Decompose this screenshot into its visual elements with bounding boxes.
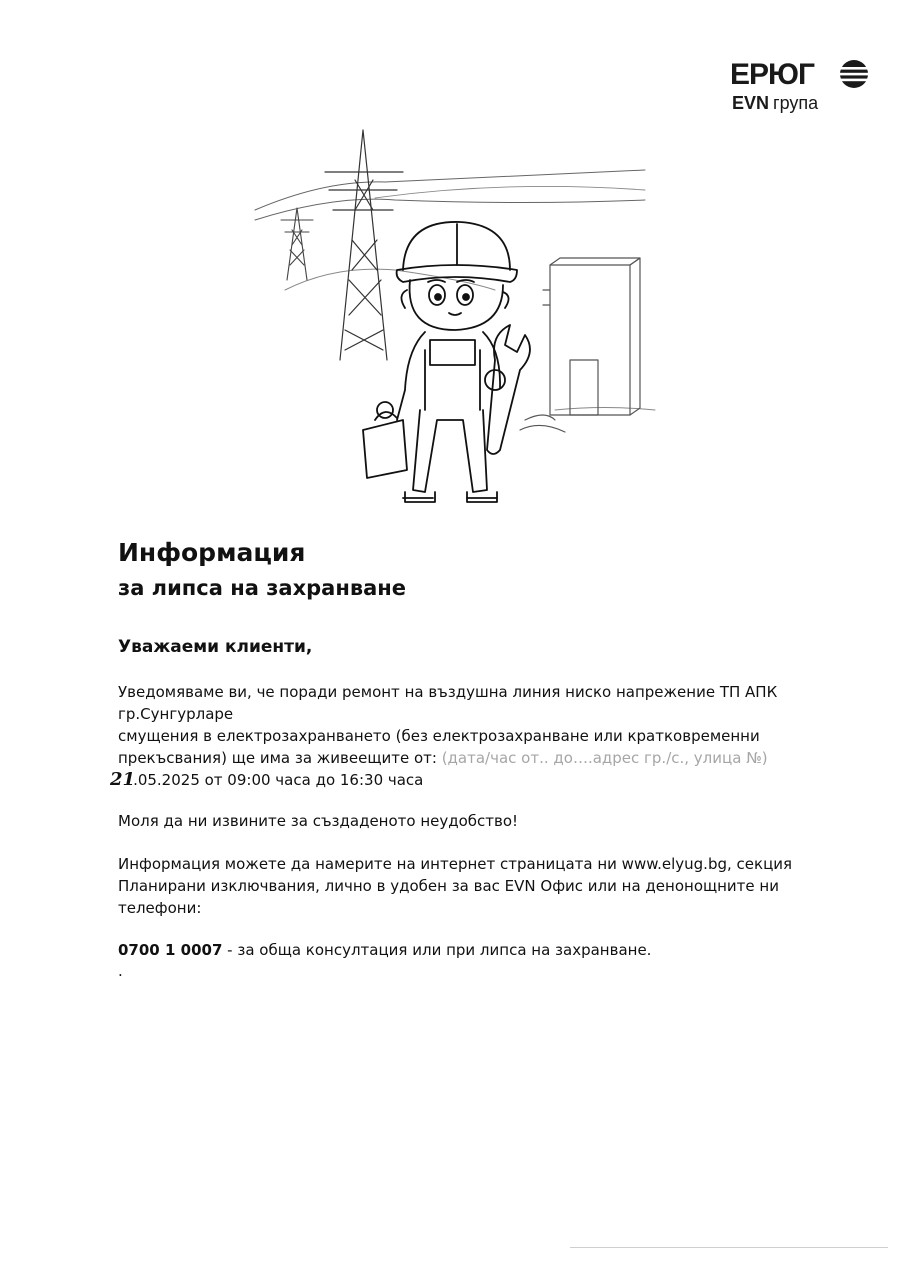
template-hint: (дата/час от.. до….адрес гр./с., улица №) xyxy=(441,749,768,767)
info-line: телефони: xyxy=(118,899,202,917)
hotline-number: 0700 1 0007 xyxy=(118,941,223,959)
apology-text: Моля да ни извините за създаденото неудобство! xyxy=(118,812,519,830)
logo-brand: EVN xyxy=(732,93,770,113)
worker-figure xyxy=(363,222,530,502)
logo-group xyxy=(732,94,818,112)
hotline-description: - за обща консултация или при липса на захранване. xyxy=(222,941,652,959)
large-pylon xyxy=(325,130,403,360)
worker-illustration xyxy=(225,120,675,520)
handwritten-day: 21 xyxy=(110,769,136,790)
scan-edge-line xyxy=(570,1247,888,1248)
outage-date-time: .05.2025 от 09:00 часа до 16:30 часа xyxy=(133,771,424,789)
greeting: Уважаеми клиенти, xyxy=(118,637,313,657)
contact-line xyxy=(118,939,798,961)
info-paragraph xyxy=(118,853,798,919)
info-line: Информация можете да намерите на интернет страницата ни www.elyug.bg, секция xyxy=(118,855,793,873)
logo-stripes-icon xyxy=(838,58,870,90)
page-title: Информация xyxy=(118,538,306,567)
trailing-mark: . xyxy=(118,962,123,980)
notice-line xyxy=(118,747,798,769)
logo-name: ЕРЮГ xyxy=(730,58,814,91)
company-logo xyxy=(726,56,876,120)
outage-date-line xyxy=(110,769,798,791)
logo-group-word: група xyxy=(773,93,819,113)
notice-line: смущения в електрозахранването (без електрозахранване или кратковременни xyxy=(118,727,760,745)
notice-line: Уведомяваме ви, че поради ремонт на въздушна линия ниско напрежение ТП АПК xyxy=(118,683,778,701)
info-line: Планирани изключвания, лично в удобен за вас EVN Офис или на денонощните ни xyxy=(118,877,779,895)
substation-building xyxy=(520,258,640,432)
small-pylon xyxy=(281,208,313,280)
power-line xyxy=(255,199,645,220)
notice-line: гр.Сунгурларе xyxy=(118,705,234,723)
page-subtitle: за липса на захранване xyxy=(118,576,407,600)
notice-line-prefix: прекъсвания) ще има за живеещите от: xyxy=(118,749,437,767)
notice-paragraph xyxy=(110,681,798,791)
power-line xyxy=(375,186,645,198)
